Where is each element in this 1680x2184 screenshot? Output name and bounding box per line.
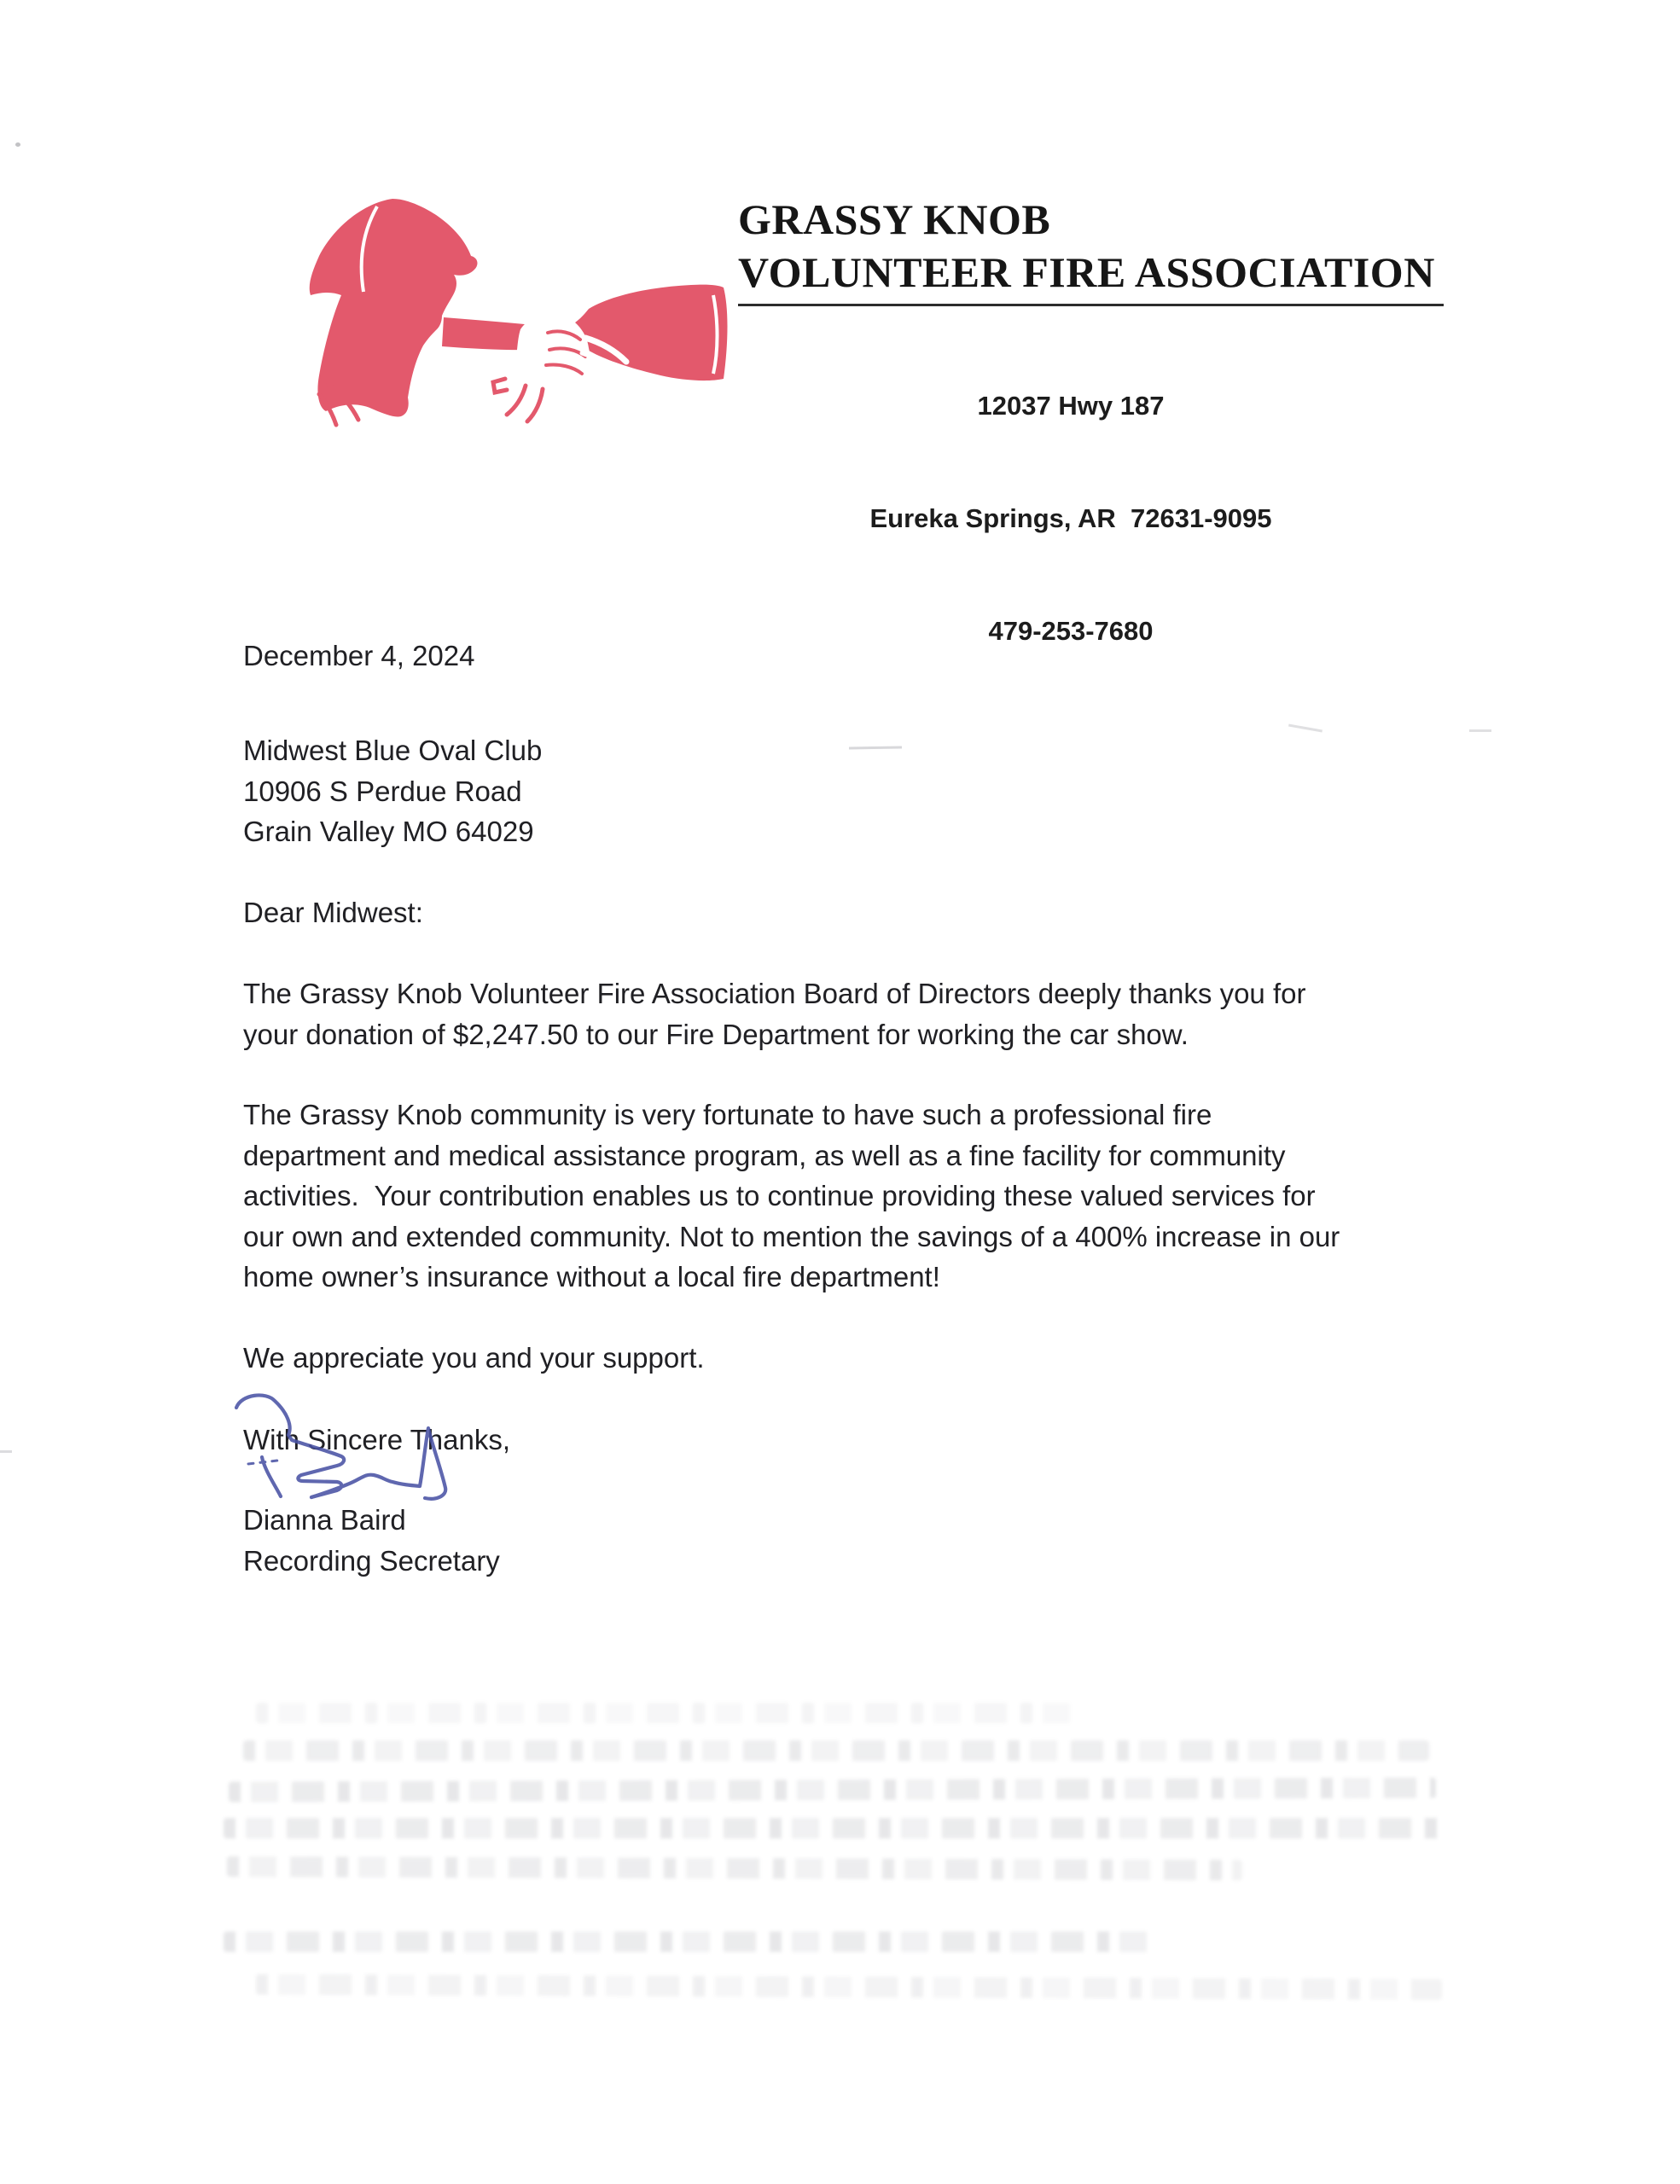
bleed-through-text-row [243,1740,1429,1761]
handwritten-signature [213,1385,478,1513]
paragraph-line: The Grassy Knob community is very fortunate to have such a professional fire [243,1099,1212,1130]
scan-dash [849,746,902,749]
paragraph-1 [243,973,1305,1054]
paragraph-line: home owner’s insurance without a local fire department! [243,1261,940,1292]
scan-dash [1288,724,1322,733]
bleed-through-text-row [256,1703,1075,1723]
paragraph-line: department and medical assistance program, as well as a fine facility for community [243,1139,1286,1171]
signer-title: Recording Secretary [243,1544,500,1577]
date-text: December 4, 2024 [243,640,475,671]
address-city: Eureka Springs, AR 72631-9095 [869,503,1272,533]
bleed-through-text-row [227,1856,1242,1880]
recipient-line: 10906 S Perdue Road [243,775,522,807]
bleed-through-text-row [224,1818,1444,1838]
salutation [243,892,423,933]
recipient-line: Midwest Blue Oval Club [243,735,543,766]
org-name-line2: VOLUNTEER FIRE ASSOCIATION [738,248,1435,296]
closing-line [243,1338,705,1379]
valediction-text: With Sincere Thanks, [243,1424,511,1455]
recipient-address [243,730,542,852]
letter-date [243,636,475,677]
bleed-through-text-row [256,1974,1442,2000]
letterhead-address [738,312,1404,725]
paragraph-line: your donation of $2,247.50 to our Fire Department for working the car show. [243,1018,1189,1050]
address-street: 12037 Hwy 187 [977,391,1165,421]
bleed-through-text-row [224,1931,1149,1952]
scan-dash [1469,729,1491,732]
letterhead [738,193,1446,725]
paragraph-line: The Grassy Knob Volunteer Fire Association Board of Directors deeply thanks you for [243,978,1306,1009]
signer-name: Dianna Baird [243,1504,406,1536]
paragraph-2 [243,1095,1340,1298]
paragraph-line: activities. Your contribution enables us to continue providing these valued services for [243,1180,1316,1211]
salutation-text: Dear Midwest: [243,897,423,928]
org-name-line1: GRASSY KNOB [738,195,1051,243]
letterhead-divider [738,304,1444,306]
scan-dash [0,1450,12,1453]
phone-number: 479-253-7680 [988,616,1154,646]
closing-text: We appreciate you and your support. [243,1342,705,1374]
recipient-line: Grain Valley MO 64029 [243,816,534,847]
paragraph-line: our own and extended community. Not to mention the savings of a 400% increase in our [243,1220,1340,1252]
bleed-through-text-row [229,1778,1436,1803]
firefighter-bugle-logo [282,171,759,444]
scan-speck [15,142,20,147]
firefighter-silhouette [310,199,478,416]
